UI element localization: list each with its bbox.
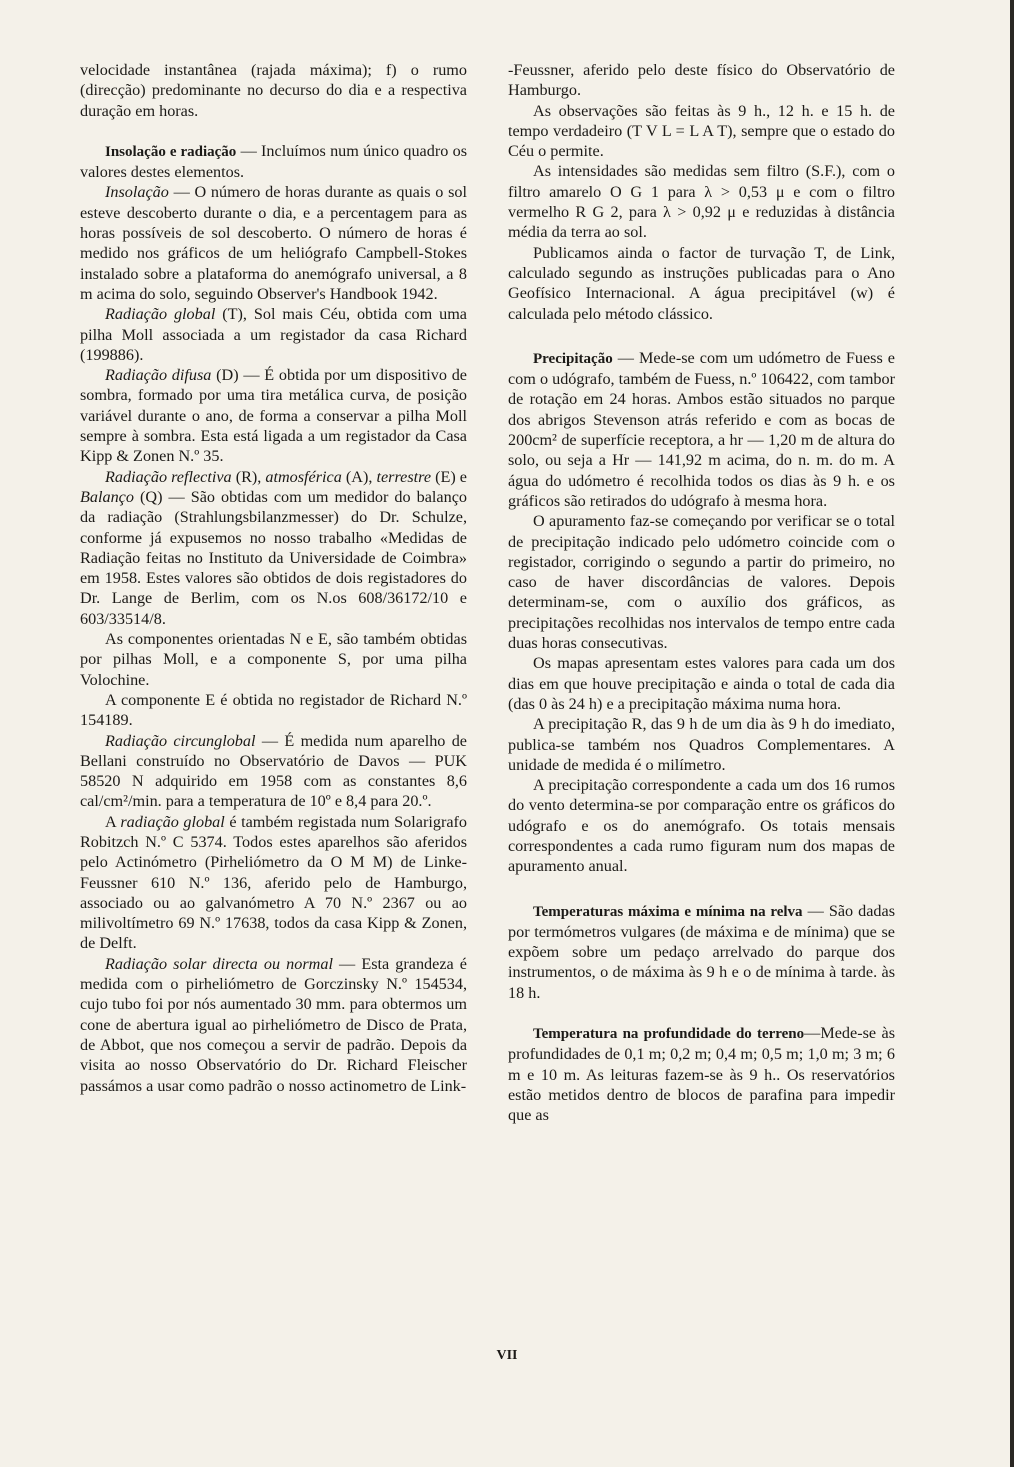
paragraph-precipitation-r: A precipitação R, das 9 h de um dia às 9 h do imediato, publica-se também nos Quadros Complementares. A unidade de medida é o milímetro. xyxy=(508,715,895,774)
paragraph-text: (A), xyxy=(341,467,377,486)
paragraph-maps: Os mapas apresentam estes valores para cada um dos dias em que houve precipitação e ainda o total de cada dia (das 0 às 24 h) e a precipitação máxima numa hora. xyxy=(508,654,895,713)
paragraph-text: (E) e xyxy=(431,467,467,486)
paragraph-text: —Mede-se às profundidades de 0,1 m; 0,2 m; 0,4 m; 0,5 m; 1,0 m; 3 m; 6 m e 10 m. As leituras fazem-se às 9 h.. Os reservatórios estão metidos dentro de blocos de parafina para impedir que as xyxy=(508,1024,896,1125)
paragraph-wind-precipitation: A precipitação correspondente a cada um dos 16 rumos do vento determina-se por comparação entre os gráficos do udógrafo e os do anemógrafo. Os totais mensais correspondentes a cada rumo figuram num dos mapas de apuramento anual. xyxy=(508,776,895,876)
paragraph-global-radiation xyxy=(80,304,467,365)
paragraph-text: (Q) — São obtidas com um medidor do balanço da radiação (Strahlungsbilanzmesser) do Dr. Schulze, conforme já expusemos no nosso trabalho «Medidas de Radiação feitas no Instituto da Universidade de Coimbra» em 1958. Estes valores são obtidos de dois registadores do Dr. Lange de Berlim, com os N.os 608/36172/10 e 603/33514/8. xyxy=(80,487,467,628)
paragraph-wind-direction: velocidade instantânea (rajada máxima); f) o rumo (direcção) predominante no decurso do dia e a respectiva duração em horas. xyxy=(80,61,467,120)
term-balance: Balanço xyxy=(80,487,134,506)
paragraph-text: — Incluímos num único quadro os valores destes elementos. xyxy=(80,141,467,182)
paragraph-observation-times: As observações são feitas às 9 h., 12 h. e 15 h. de tempo verdadeiro (T V L = L A T), sempre que o estado do Céu o permite. xyxy=(508,101,895,161)
term-circumglobal: Radiação circunglobal xyxy=(105,731,256,750)
paragraph-verification: O apuramento faz-se começando por verificar se o total de precipitação indicado pelo udómetro coincide com o registador, corrigindo o segundo a partir do primeiro, no caso de haver discordâncias de valores. Depois determinam-se, com o auxílio dos gráficos, as precipitações recolhidas nos intervalos de tempo entre cada duas horas consecutivas. xyxy=(508,512,895,653)
paragraph-text: — São dadas por termómetros vulgares (de máxima e de mínima) que se expõem sobre um pedaço arrelvado do parque dos instrumentos, o de máxima às 9 h e o de mínima à tarde. às 18 h. xyxy=(508,901,896,1002)
right-column xyxy=(508,60,895,1126)
paragraph-text: A xyxy=(105,812,121,831)
term-reflective: Radiação reflectiva xyxy=(105,467,232,486)
paragraph-direct-radiation xyxy=(80,954,467,1096)
paragraph-text: é também registada num Solarigrafo Robitzch N.º C 5374. Todos estes aparelhos são aferidos pelo Actinómetro (Pirheliómetro da O M M) de Linke-Feussner 610 N.º 136, aferido pelo de Hamburgo, associado ou ao galvanómetro A 70 N.º 2367 ou ao milivoltímetro 69 N.º 17638, todos da casa Kipp & Zonen, de Delft. xyxy=(80,812,468,953)
paragraph-filters: As intensidades são medidas sem filtro (S.F.), com o filtro amarelo O G 1 para λ > 0,53 μ e com o filtro vermelho R G 2, para λ > 0,92 μ e reduzidas à distância média da terra ao sol. xyxy=(508,162,895,242)
paragraph-insolation xyxy=(80,182,467,304)
paragraph-insolation-radiation xyxy=(80,141,467,183)
paragraph-grass-temperature xyxy=(508,901,895,1003)
section-heading-precipitation: Precipitação xyxy=(533,350,613,367)
term-atmospheric: atmosférica xyxy=(265,467,342,486)
term-terrestrial: terrestre xyxy=(376,467,432,486)
term-insolation: Insolação xyxy=(105,183,169,202)
term-global-radiation: Radiação global xyxy=(105,305,216,324)
paragraph-oriented-components: As componentes orientadas N e E, são também obtidas por pilhas Moll, e a componente S, por uma pilha Volochine. xyxy=(80,630,467,689)
paragraph-diffuse-radiation xyxy=(80,365,467,466)
paragraph-component-e: A componente E é obtida no registador de Richard N.º 154189. xyxy=(80,690,467,730)
paragraph-solarigraph xyxy=(80,812,467,954)
term-diffuse-radiation: Radiação difusa xyxy=(105,366,212,385)
section-heading-grass-temperature: Temperaturas máxima e mínima na relva xyxy=(533,903,803,920)
paragraph-text: — É medida num aparelho de Bellani construído no Observatório de Davos — PUK 58520 N adquirido em 1958 com as constantes 8,6 cal/cm²/min. para a temperatura de 10º e 8,4 para 20.º. xyxy=(80,731,467,811)
paragraph-text: — O número de horas durante as quais o sol esteve descoberto durante o dia, e a percentagem para as horas possíveis de sol descoberto. O número de horas é medido nos gráficos de um heliógrafo Campbell-Stokes instalado sobre a plataforma do anemógrafo universal, a 8 m acima do solo, seguindo Observer's Handbook 1942. xyxy=(80,183,467,303)
paragraph-soil-temperature xyxy=(508,1023,895,1125)
term-global-radiation-2: radiação global xyxy=(120,812,225,831)
paragraph-text: — Mede-se com um udómetro de Fuess e com o udógrafo, também de Fuess, n.º 106422, com tambor de rotação em 24 horas. Ambos estão situados no parque dos abrigos Stevenson atrás referido e com as bocas de 200cm² de superfície receptora, a hr — 1,20 m de altura do solo, ou seja a Hr — 141,92 m acima, do n. m. do m. A água do udómetro é recolhida todos os dias às 9 h. e os gráficos são retirados do udógrafo à mesma hora. xyxy=(508,348,895,510)
paragraph-reflective-radiation xyxy=(80,467,467,629)
paragraph-text: — Esta grandeza é medida com o pirheliómetro de Gorczinsky N.º 154534, cujo tubo foi por nós aumentado 30 mm. para obtermos um cone de abertura igual ao pirheliómetro de Disco de Prata, de Abbot, que nos começou a servir de padrão. Depois da visita ao nosso Observatório do Dr. Richard Fleischer passámos a usar como padrão o nosso actinometro de Link- xyxy=(80,954,467,1095)
paragraph-turbidity: Publicamos ainda o factor de turvação T, de Link, calculado segundo as instruções publicadas para o Ano Geofísico Internacional. A água precipitável (w) é calculada pelo método clássico. xyxy=(508,243,895,323)
section-heading-insolation: Insolação e radiação xyxy=(105,143,237,160)
paragraph-text: (D) — É obtida por um dispositivo de sombra, formado por uma tira metálica curva, de posição variável durante o ano, de forma a conservar a pilha Moll sempre à sombra. Esta está ligada a um registador da Casa Kipp & Zonen N.º 35. xyxy=(80,366,467,466)
section-heading-soil-temperature: Temperatura na profundidade do terreno xyxy=(533,1026,805,1043)
left-column xyxy=(80,60,467,1096)
term-direct-radiation: Radiação solar directa ou normal xyxy=(105,954,333,973)
paragraph-text: (R), xyxy=(231,467,266,486)
paragraph-text: (T), Sol mais Céu, obtida com uma pilha Moll associada a um registador da casa Richard (199886). xyxy=(80,305,467,364)
paragraph-circumglobal-radiation xyxy=(80,731,467,812)
paragraph-precipitation xyxy=(508,348,895,511)
page-number: VII xyxy=(496,1348,518,1363)
paragraph-feussner: -Feussner, aferido pelo deste físico do Observatório de Hamburgo. xyxy=(508,61,895,100)
